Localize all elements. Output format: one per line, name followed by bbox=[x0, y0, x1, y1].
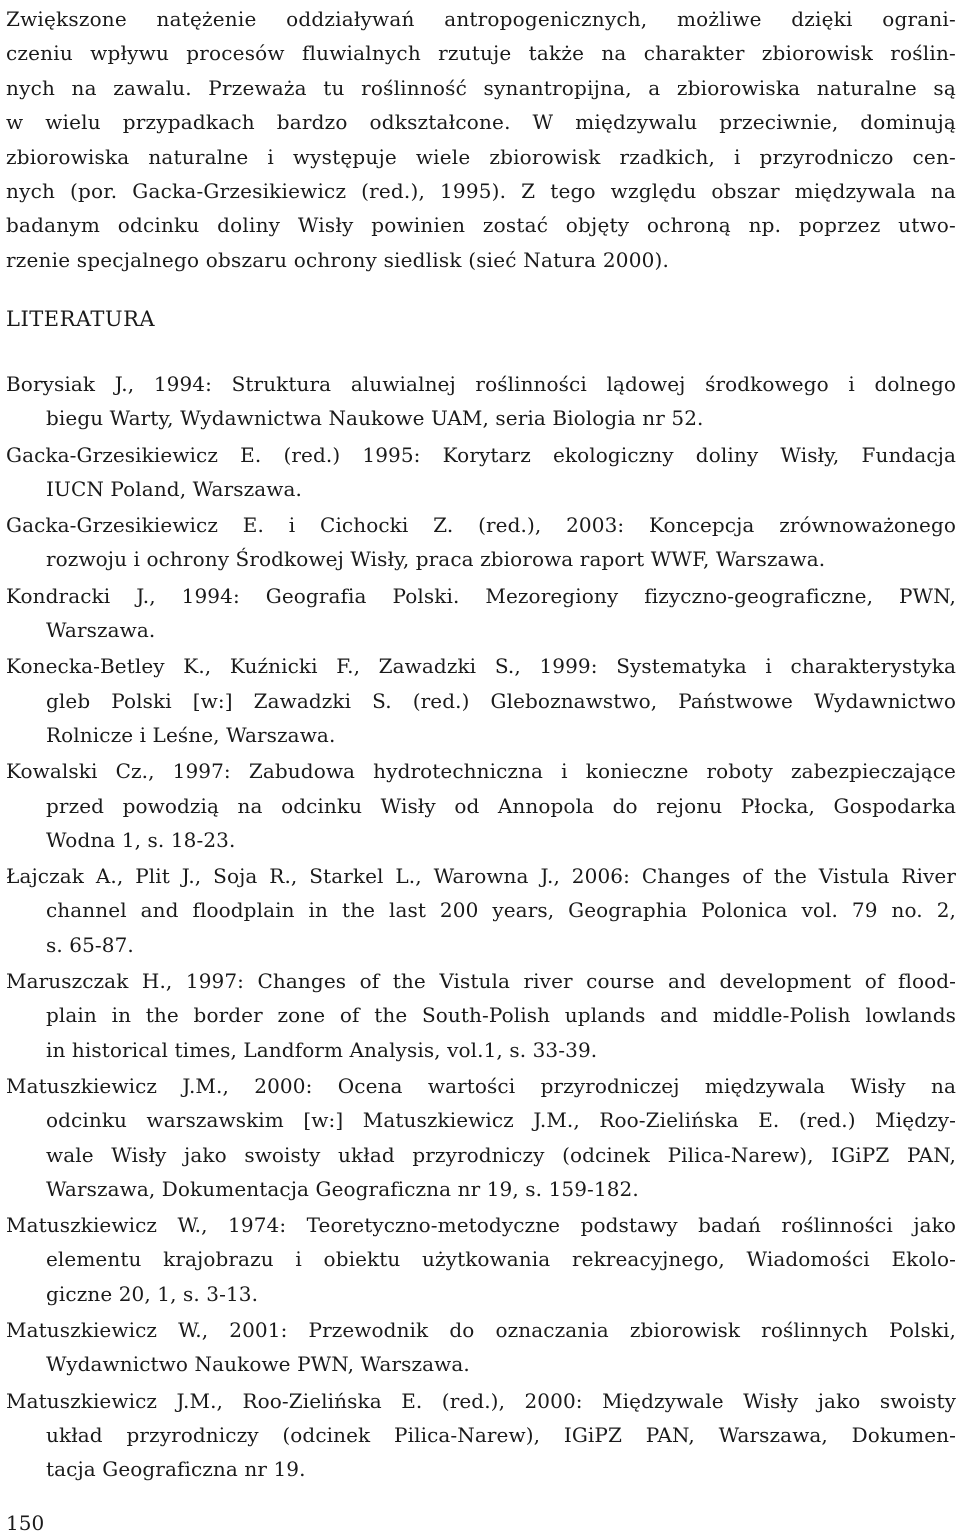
reference-entry bbox=[6, 649, 956, 752]
reference-line: Matuszkiewicz W., 2001: Przewodnik do oznaczania zbiorowisk roślinnych Polski, bbox=[6, 1318, 956, 1343]
reference-line: in historical times, Landform Analysis, vol.1, s. 33-39. bbox=[46, 1037, 598, 1062]
reference-line: giczne 20, 1, s. 3-13. bbox=[46, 1281, 259, 1306]
reference-entry bbox=[6, 964, 956, 1067]
reference-line: Kowalski Cz., 1997: Zabudowa hydrotechniczna i konieczne roboty zabezpieczające bbox=[6, 759, 956, 784]
reference-line: Matuszkiewicz W., 1974: Teoretyczno-metodyczne podstawy badań roślinności jako bbox=[6, 1213, 956, 1238]
paragraph-line: nych na zawalu. Przeważa tu roślinność synantropijna, a zbiorowiska naturalne są bbox=[6, 75, 956, 100]
reference-entry bbox=[6, 754, 956, 857]
reference-entry bbox=[6, 859, 956, 962]
reference-line: Wodna 1, s. 18-23. bbox=[46, 827, 236, 852]
reference-list bbox=[6, 367, 956, 1489]
reference-line: plain in the border zone of the South-Polish uplands and middle-Polish lowlands bbox=[46, 1003, 956, 1028]
section-heading: LITERATURA bbox=[6, 307, 156, 331]
reference-line: Matuszkiewicz J.M., Roo-Zielińska E. (red.), 2000: Międzywale Wisły jako swoisty bbox=[6, 1388, 956, 1413]
reference-entry bbox=[6, 579, 956, 648]
reference-line: Warszawa, Dokumentacja Geograficzna nr 19, s. 159-182. bbox=[46, 1176, 639, 1201]
reference-entry bbox=[6, 438, 956, 507]
reference-line: Matuszkiewicz J.M., 2000: Ocena wartości przyrodniczej międzywala Wisły na bbox=[6, 1073, 956, 1098]
reference-line: wale Wisły jako swoisty układ przyrodniczy (odcinek Pilica-Narew), IGiPZ PAN, bbox=[46, 1142, 956, 1167]
intro-paragraph bbox=[6, 0, 956, 277]
reference-entry bbox=[6, 1313, 956, 1382]
paragraph-line: Zwiększone natężenie oddziaływań antropogenicznych, możliwe dzięki ograni- bbox=[6, 7, 956, 31]
document-page bbox=[6, 0, 956, 1482]
paragraph-line: czeniu wpływu procesów fluwialnych rzutuje także na charakter zbiorowisk roślin- bbox=[6, 41, 956, 66]
reference-line: Wydawnictwo Naukowe PWN, Warszawa. bbox=[46, 1352, 470, 1377]
paragraph-line: nych (por. Gacka-Grzesikiewicz (red.), 1995). Z tego względu obszar międzywala na bbox=[6, 178, 956, 203]
reference-entry bbox=[6, 508, 956, 577]
reference-line: elementu krajobrazu i obiektu użytkowania rekreacyjnego, Wiadomości Ekolo- bbox=[46, 1247, 956, 1272]
paragraph-line: zbiorowiska naturalne i występuje wiele zbiorowisk rzadkich, i przyrodniczo cen- bbox=[6, 144, 956, 169]
reference-line: s. 65-87. bbox=[46, 932, 134, 957]
reference-line: Maruszczak H., 1997: Changes of the Vistula river course and development of flood- bbox=[6, 969, 956, 994]
reference-line: IUCN Poland, Warszawa. bbox=[46, 476, 302, 501]
reference-line: Warszawa. bbox=[46, 618, 156, 643]
reference-line: odcinku warszawskim [w:] Matuszkiewicz J.M., Roo-Zielińska E. (red.) Między- bbox=[46, 1108, 956, 1133]
paragraph-line: w wielu przypadkach bardzo odkształcone. W międzywalu przeciwnie, dominują bbox=[6, 110, 956, 135]
page-number: 150 bbox=[6, 1511, 45, 1535]
reference-line: przed powodzią na odcinku Wisły od Annopola do rejonu Płocka, Gospodarka bbox=[46, 793, 956, 818]
paragraph-line: badanym odcinku doliny Wisły powinien zostać objęty ochroną np. poprzez utwo- bbox=[6, 213, 956, 238]
reference-line: gleb Polski [w:] Zawadzki S. (red.) Gleboznawstwo, Państwowe Wydawnictwo bbox=[46, 688, 956, 713]
reference-entry bbox=[6, 1384, 956, 1487]
reference-entry bbox=[6, 1069, 956, 1206]
reference-line: tacja Geograficzna nr 19. bbox=[46, 1457, 306, 1482]
reference-line: rozwoju i ochrony Środkowej Wisły, praca zbiorowa raport WWF, Warszawa. bbox=[46, 547, 826, 572]
reference-line: Gacka-Grzesikiewicz E. (red.) 1995: Korytarz ekologiczny doliny Wisły, Fundacja bbox=[6, 442, 956, 467]
reference-line: Kondracki J., 1994: Geografia Polski. Mezoregiony fizyczno-geograficzne, PWN, bbox=[6, 583, 956, 608]
reference-line: biegu Warty, Wydawnictwa Naukowe UAM, seria Biologia nr 52. bbox=[46, 406, 704, 431]
reference-entry bbox=[6, 1208, 956, 1311]
reference-line: Borysiak J., 1994: Struktura aluwialnej roślinności lądowej środkowego i dolnego bbox=[6, 372, 956, 396]
reference-line: Rolnicze i Leśne, Warszawa. bbox=[46, 722, 336, 747]
reference-entry bbox=[6, 367, 956, 436]
reference-line: Konecka-Betley K., Kuźnicki F., Zawadzki S., 1999: Systematyka i charakterystyka bbox=[6, 654, 956, 679]
paragraph-line: rzenie specjalnego obszaru ochrony siedlisk (sieć Natura 2000). bbox=[6, 247, 670, 272]
reference-line: Gacka-Grzesikiewicz E. i Cichocki Z. (red.), 2003: Koncepcja zrównoważonego bbox=[6, 513, 956, 538]
reference-line: układ przyrodniczy (odcinek Pilica-Narew), IGiPZ PAN, Warszawa, Dokumen- bbox=[46, 1422, 956, 1447]
reference-line: channel and floodplain in the last 200 years, Geographia Polonica vol. 79 no. 2, bbox=[46, 898, 956, 923]
reference-line: Łajczak A., Plit J., Soja R., Starkel L., Warowna J., 2006: Changes of the Vistula River bbox=[6, 864, 956, 889]
